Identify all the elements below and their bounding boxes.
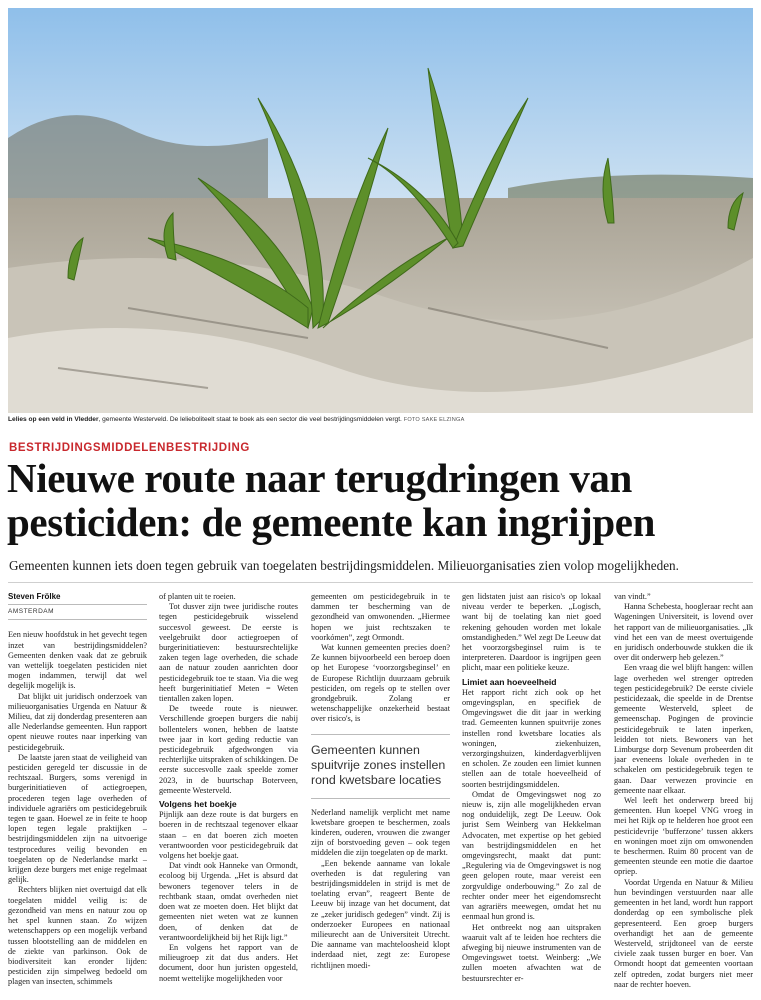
paragraph: gen lidstaten juist aan risico's op lokaal niveau verder te beperken. „Logisch, want bij de toelating kan niet goed rekening gehouden worden met lokale omstandigheden.” Wel zegt De Leeuw dat het voorzorgsbeginsel ruim is te interpreteren. Daardoor is ingrijpen geen plicht, maar een politieke keuze.: [462, 592, 601, 673]
caption-lead: Lelies op een veld in Vledder: [8, 416, 99, 423]
paragraph: Pijnlijk aan deze route is dat burgers en boeren in de rechtszaal tegenover elkaar staan – en dat boeren zich moeten verantwoorden voor pesticidegebruik dat volgens het boekje gaat.: [159, 810, 298, 861]
article-column-3: [311, 592, 450, 997]
paragraph: Hanna Schebesta, hoogleraar recht aan Wageningen Universiteit, is lovend over het rapport van de milieuorganisaties. „Ik vind het een van de meest overtuigende en juridisch onderbouwde stukken die ik over dit onderwerp heb gelezen.”: [614, 602, 753, 663]
paragraph: Een nieuw hoofdstuk in het gevecht tegen inzet van bestrijdingsmiddelen? Gemeenten denken vaak dat ze gebruik van wettelijk toegelaten pesticiden niet mogen indammen, terwijl dat wel degelijk mogelijk is.: [8, 630, 147, 691]
paragraph: Het ontbreekt nog aan uitspraken waaruit valt af te leiden hoe rechters die afweging bij nieuwe instrumenten van de Omgevingswet toetst. Weinberg: „We zullen moeten afwachten wat de bestuursrechter er-: [462, 922, 601, 983]
paragraph: De tweede route is nieuwer. Verschillende groepen burgers die nabij bollentelers wonen, hebben de laatste twee jaar in kort geding reductie van pesticidegebruik afgedwongen via rechterlijke uitspraken of schikkingen. De eerste succesvolle zaak speelde zomer 2023, in de buurtschap Boterveen, gemeente Westerveld.: [159, 704, 298, 795]
subheading: Volgens het boekje: [159, 799, 237, 810]
photo-caption: [8, 416, 753, 424]
article-column-4: [462, 592, 601, 997]
lily-field-illustration: [8, 8, 753, 413]
paragraph: Wel leeft het onderwerp breed bij gemeenten. Hun koepel VNG vroeg in mei het Rijk op te helderen hoe groot een pesticidevrije ‘bufferzone’ tussen akkers en woningen moet zijn om omwonenden te beschermen. Ruim 80 procent van de gemeenten steunde een motie die daartoe opriep.: [614, 796, 753, 877]
paragraph: Dat vindt ook Hanneke van Ormondt, ecoloog bij Urgenda. „Het is absurd dat bewoners tegenover telers in de rechtbank staan, omdat overheden niet doen wat ze moeten doen. Het blijkt dat gemeenten niet weten wat ze kunnen doen, of denken dat de verantwoordelijkheid bij het Rijk ligt.”: [159, 861, 298, 942]
paragraph: En volgens het rapport van de milieugroep zit dat dus anders. Het document, door hun juristen opgesteld, noemt wettelijke mogelijkheden voor: [159, 942, 298, 983]
intro-standfirst: Gemeenten kunnen iets doen tegen gebruik van toegelaten bestrijdingsmiddelen. Milieuorganisaties zien volop mogelijkheden.: [9, 558, 679, 573]
caption-text: , gemeente Westerveld. De lelieboliteelt staat te boek als een sector die veel bestrijdingsmiddelen vergt.: [98, 416, 402, 423]
article-column-2: [159, 592, 298, 997]
paragraph: van vindt.”: [614, 592, 651, 601]
headline: Nieuwe route naar terugdringen van pesticiden: de gemeente kan ingrijpen: [7, 455, 655, 545]
paragraph: Dat blijkt uit juridisch onderzoek van milieuorganisaties Urgenda en Natuur & Milieu, dat zij donderdag presenteren aan alle Nederlandse gemeenten. Hun rapport opent nieuwe routes naar inperking van pesticidegebruik.: [8, 691, 147, 752]
paragraph: of planten uit te roeien.: [159, 592, 236, 601]
paragraph: Een vraag die wel blijft hangen: willen lage overheden wel strenger optreden tegen pesticidegebruik? De eerste civiele pesticidezaak, die speelde in de Drentse gemeente Westerveld, spleet de gemeenschap. Pogingen de provincie pesticidegebruik te laten inperken, leidden tot niets. Bewoners van het Limburgse dorp Sevenum probeerden dit jaar eveneens lokale overheden in te schakelen om pesticidegebruik tegen te gaan. Daar verwezen provincie en gemeente naar elkaar.: [614, 663, 753, 795]
pull-quote: Gemeenten kunnen spuitvrije zones instellen rond kwetsbare locaties: [311, 734, 450, 799]
paragraph: Omdat de Omgevingswet nog zo nieuw is, zijn alle mogelijkheden ervan nog onduidelijk, zegt De Leeuw. Ook jurist Sem Weinberg van Hekkelman Advocaten, met expertise op het gebied van bestrijdingsmiddelen en het omgevingsrecht, maakt dat punt: „Regulering via de Omgevingswet is nog geen gelopen route, maar vereist een zorgvuldige onderbouwing.” Zo zal de rechter onder meer het eigendomsrecht van agrariërs meewegen, omdat het nu eenmaal hun grond is.: [462, 789, 601, 922]
paragraph: Het rapport richt zich ook op het omgevingsplan, en specifiek de Omgevingswet die dit jaar in werking trad. Gemeenten kunnen spuitvrije zones instellen rond kwetsbare locaties als woningen, ziekenhuizen, verzorgingshuizen, kinderdagverblijven en scholen. Ze zouden een limiet kunnen stellen aan de totale hoeveelheid of soorten bestrijdingsmiddelen.: [462, 687, 601, 789]
divider: [8, 582, 753, 583]
article-column-5: [614, 592, 753, 997]
subheading: Limiet aan hoeveelheid: [462, 676, 557, 687]
dateline: AMSTERDAM: [8, 604, 147, 620]
article-column-1: [8, 592, 147, 997]
paragraph: Wat kunnen gemeenten precies doen? Ze kunnen bijvoorbeeld een beroep doen op het Europese ‘voorzorgsbeginsel’ en de Europese Richtlijn duurzaam gebruik pesticiden, om regels op te stellen over grondgebruik. Zolang er wetenschappelijke onzekerheid bestaat over risico's, is: [311, 643, 450, 724]
byline: Steven Frölke: [8, 592, 61, 601]
paragraph: Voordat Urgenda en Natuur & Milieu hun bevindingen verstuurden naar alle gemeenten in het land, wordt hun rapport donderdag op een symbolische plek gepresenteerd. Een groep burgers overhandigt het aan de gemeente Westerveld, strijdtoneel van de eerste civiele zaak tussen burger en boer. Van Ormondt hoopt dat gemeenten voortaan zelf optreden, zodat burgers niet meer naar de rechter hoeven.: [614, 877, 753, 989]
paragraph: Rechters blijken niet overtuigd dat elk toegelaten middel veilig is: de gezondheid van mens en natuur zou op het spel kunnen staan. Zo wijzen wetenschappers op een mogelijk verband tussen blootstelling aan de middelen en de ziekte van parkinson. Ook de biodiversiteit kan eronder lijden: pesticiden zijn simpelweg bedoeld om plagen van insecten, schimmels: [8, 885, 147, 987]
paragraph: gemeenten om pesticidegebruik in te dammen ter bescherming van de gezondheid van omwonenden. „Hiermee hopen we juist rechtszaken te voorkómen”, zegt Ormondt.: [311, 592, 450, 642]
paragraph: Nederland namelijk verplicht met name kwetsbare groepen te beschermen, zoals kinderen, ouderen, vrouwen die zwanger zijn of borstvoeding geven – ook tegen middelen die zijn toegelaten op de markt.: [311, 807, 450, 858]
paragraph: Tot dusver zijn twee juridische routes tegen pesticidegebruik wisselend succesvol geweest. De eerste is veelgebruikt door actiegroepen of burgerinitiatieven: bestuursrechtelijke zaken tegen lage overheden, die schade aan de natuur zouden aanrichten door pesticidegebruik toe te staan. Via die weg heeft burgerinitiatief Meten = Weten tientallen zaken lopen.: [159, 602, 298, 704]
section-kicker: BESTRIJDINGSMIDDELENBESTRIJDING: [9, 442, 250, 454]
paragraph: „Een bekende aanname van lokale overheden is dat regulering van bestrijdingsmiddelen in strijd is met de toelating ervan”, reageert Bente de Leeuw bij inzage van het document, dat ze „zeker juridisch gedegen” vindt. Zij is onderzoeker Europees en nationaal milieurecht aan de Universiteit Utrecht. Die aanname van machteloosheid klopt inderdaad niet, zegt ze: Europese richtlijnen moedi-: [311, 858, 450, 970]
paragraph: De laatste jaren staat de veiligheid van pesticiden geregeld ter discussie in de rechtszaal. Burgers, soms verenigd in burgerinitiatieven of actiegroepen, procederen tegen lage overheden of individuele agrariërs om pesticidegebruik tegen te gaan. Hoewel ze in feite te hoop lopen tegen legale praktijken – bestrijdingsmiddelen zijn na uitvoerige testprocedures veilig bevonden en toegelaten op de Nederlandse markt – krijgen deze burgers met enige regelmaat gelijk.: [8, 752, 147, 885]
lead-photo-lily-field: [8, 8, 753, 413]
photo-credit: FOTO SAKE ELZINGA: [403, 417, 465, 423]
